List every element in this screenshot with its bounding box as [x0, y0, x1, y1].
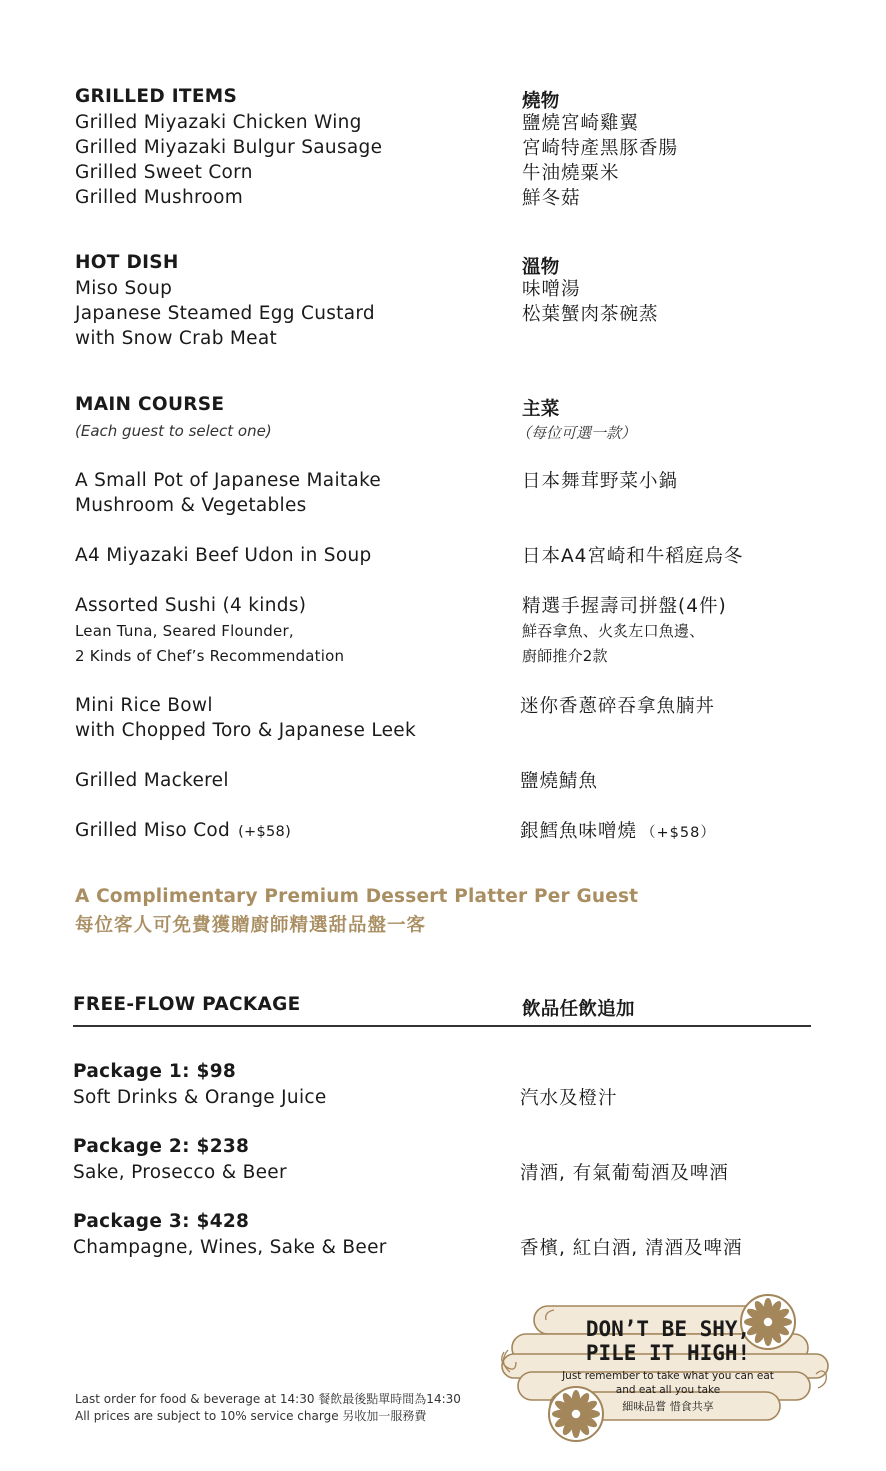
badge-subtext-1: Just remember to take what you can eat	[562, 1370, 774, 1382]
main-item-price-zh: （+$58）	[641, 825, 716, 841]
main-course-note-en: (Each guest to select one)	[75, 422, 272, 440]
package-name: Package 2: $238	[73, 1136, 250, 1157]
package-desc: Champagne, Wines, Sake & Beer	[73, 1237, 387, 1258]
main-item: Mini Rice Bowl	[75, 695, 213, 716]
chrysanthemum-icon	[549, 1387, 603, 1441]
main-item	[75, 818, 291, 845]
main-item-sub-zh: 鮮吞拿魚、火炙左口魚邊、	[522, 622, 705, 640]
freeflow-title-zh: 飲品任飲追加	[522, 999, 635, 1020]
hot-dish-item: Japanese Steamed Egg Custard	[75, 303, 375, 324]
pile-it-high-badge	[496, 1292, 836, 1450]
package-desc-zh: 清酒, 有氣葡萄酒及啤酒	[520, 1163, 729, 1184]
main-item-zh: 日本A4宮崎和牛稻庭烏冬	[522, 546, 744, 567]
package-desc-zh: 香檳, 紅白酒, 清酒及啤酒	[520, 1238, 743, 1259]
grilled-item: Grilled Sweet Corn	[75, 162, 253, 183]
grilled-item-zh: 宮崎特產黑豚香腸	[522, 138, 679, 159]
package-name: Package 3: $428	[73, 1211, 250, 1232]
freeflow-title-en: FREE-FLOW PACKAGE	[73, 994, 301, 1015]
main-item-zh: 日本舞茸野菜小鍋	[522, 471, 679, 492]
divider	[73, 1025, 811, 1027]
grilled-item-zh: 鹽燒宮崎雞翼	[522, 113, 640, 134]
hot-dish-item-zh: 味噌湯	[522, 279, 581, 300]
grilled-item-zh: 牛油燒粟米	[522, 163, 620, 184]
hot-dish-item-zh: 松葉蟹肉茶碗蒸	[522, 304, 659, 325]
package-desc-zh: 汽水及橙汁	[520, 1088, 618, 1109]
grilled-item: Grilled Miyazaki Chicken Wing	[75, 112, 362, 133]
footer-last-order: Last order for food & beverage at 14:30 餐飲最後點單時間為14:30	[75, 1392, 461, 1406]
main-item-zh: 迷你香蔥碎吞拿魚腩丼	[520, 696, 716, 717]
badge-headline-2: PILE IT HIGH!	[585, 1341, 751, 1365]
hot-dish-title-zh: 溫物	[522, 257, 560, 278]
main-item-line2: Mushroom & Vegetables	[75, 495, 307, 516]
grilled-item: Grilled Miyazaki Bulgur Sausage	[75, 137, 383, 158]
badge-headline-1: DON’T BE SHY,	[585, 1317, 751, 1341]
dessert-note-en: A Complimentary Premium Dessert Platter Per Guest	[75, 886, 639, 907]
main-item-price: (+$58)	[238, 824, 292, 840]
main-course-title-en: MAIN COURSE	[75, 394, 225, 415]
package-desc: Soft Drinks & Orange Juice	[73, 1087, 327, 1108]
main-item-zh	[520, 819, 716, 846]
hot-dish-item: Miso Soup	[75, 278, 173, 299]
package-desc: Sake, Prosecco & Beer	[73, 1162, 287, 1183]
grilled-title-zh: 燒物	[522, 91, 560, 112]
footer-service-charge: All prices are subject to 10% service charge 另收加一服務費	[75, 1409, 427, 1423]
main-item-zh: 鹽燒鯖魚	[520, 771, 599, 792]
grilled-item: Grilled Mushroom	[75, 187, 244, 208]
main-item-sub: Lean Tuna, Seared Flounder,	[75, 622, 294, 640]
main-item: Grilled Mackerel	[75, 770, 229, 791]
grilled-title-en: GRILLED ITEMS	[75, 86, 238, 107]
badge-subtext-2: and eat all you take	[615, 1384, 721, 1396]
hot-dish-item: with Snow Crab Meat	[75, 328, 278, 349]
main-course-note-zh: （每位可選一款）	[516, 424, 637, 442]
hot-dish-title-en: HOT DISH	[75, 252, 179, 273]
main-item: A Small Pot of Japanese Maitake	[75, 470, 382, 491]
main-item: Assorted Sushi (4 kinds)	[75, 595, 307, 616]
package-name: Package 1: $98	[73, 1061, 237, 1082]
main-item-sub-zh: 廚師推介2款	[522, 647, 608, 665]
badge-subtext-zh: 細味品嘗 惜食共享	[622, 1400, 714, 1413]
main-item-name-zh: 銀鱈魚味噌燒	[520, 821, 638, 842]
grilled-item-zh: 鮮冬菇	[522, 188, 581, 209]
main-item-zh: 精選手握壽司拼盤(4件)	[522, 596, 727, 617]
main-item-line2: with Chopped Toro & Japanese Leek	[75, 720, 417, 741]
main-course-title-zh: 主菜	[522, 399, 560, 420]
main-item-sub: 2 Kinds of Chef’s Recommendation	[75, 647, 345, 665]
main-item: A4 Miyazaki Beef Udon in Soup	[75, 545, 372, 566]
main-item-name: Grilled Miso Cod	[75, 820, 231, 841]
dessert-note-zh: 每位客人可免費獲贈廚師精選甜品盤一客	[75, 915, 427, 936]
